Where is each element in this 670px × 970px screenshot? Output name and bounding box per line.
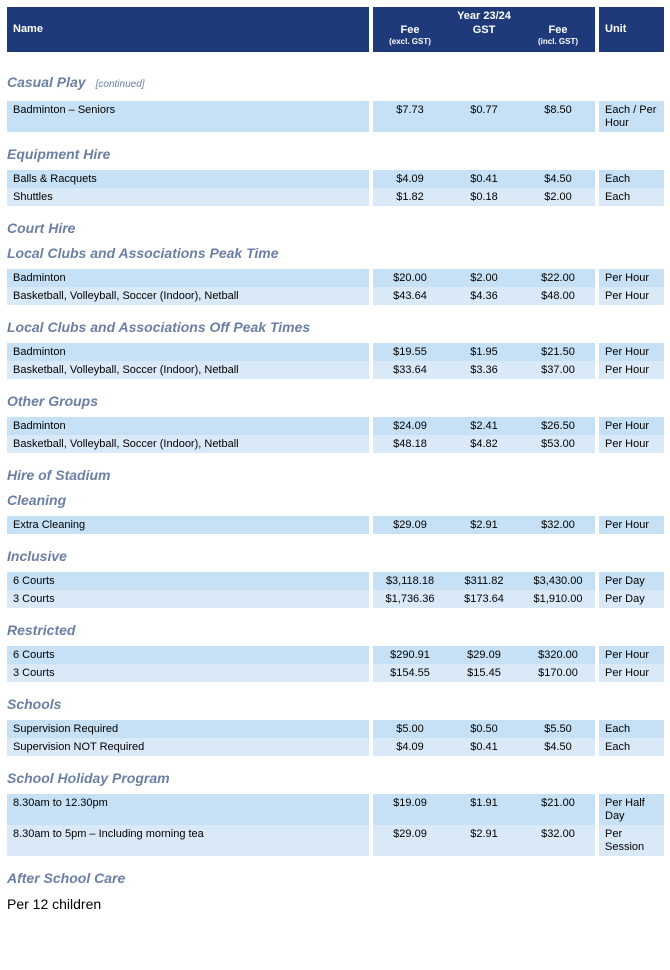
row-fee-excl-cell (373, 170, 447, 188)
row-gst-cell (447, 269, 521, 287)
row-gst: $29.09 (467, 649, 501, 661)
row-unit-cell (599, 287, 664, 305)
row-fee-incl-cell (521, 825, 595, 856)
row-fee-excl: $4.09 (396, 741, 424, 753)
table-row (7, 188, 664, 206)
row-fee-excl: $33.64 (393, 364, 427, 376)
section-title-text: Inclusive (7, 548, 67, 564)
row-unit-cell (599, 590, 664, 608)
row-gst: $0.77 (470, 104, 498, 116)
header-gst-label: GST (472, 24, 496, 36)
row-gst: $1.95 (470, 346, 498, 358)
row-fee-excl: $24.09 (393, 420, 427, 432)
table-row (7, 825, 664, 856)
row-name: Badminton (13, 420, 66, 432)
header-fee-incl (521, 24, 595, 48)
row-fee-incl: $32.00 (541, 828, 575, 840)
header-fee-incl-sub: (incl. GST) (538, 37, 578, 46)
header-fee-incl-label: Fee (548, 24, 568, 36)
row-fee-incl-cell (521, 101, 595, 132)
row-name: 8.30am to 5pm – Including morning tea (13, 828, 204, 840)
section-rows (7, 417, 664, 453)
row-gst-cell (447, 516, 521, 534)
row-fee-incl-cell (521, 170, 595, 188)
row-gst: $0.50 (470, 723, 498, 735)
section-note: [continued] (95, 79, 145, 90)
row-fee-excl-cell (373, 188, 447, 206)
row-name: Badminton – Seniors (13, 104, 116, 116)
row-fee-excl-cell (373, 417, 447, 435)
row-name-cell (7, 101, 369, 132)
row-name-cell (7, 646, 369, 664)
section-title (7, 393, 664, 409)
header-unit-cell (599, 7, 664, 52)
row-fee-incl: $22.00 (541, 272, 575, 284)
row-fee-excl-cell (373, 287, 447, 305)
row-gst-cell (447, 170, 521, 188)
row-fee-incl-cell (521, 287, 595, 305)
row-fee-excl: $1,736.36 (385, 593, 435, 605)
row-name-cell (7, 361, 369, 379)
row-unit: Each (605, 723, 631, 735)
table-row (7, 794, 664, 825)
row-gst-cell (447, 572, 521, 590)
fee-sections (7, 74, 664, 886)
row-gst-cell (447, 287, 521, 305)
header-year: Year 23/24 (457, 10, 511, 22)
section-title (7, 696, 664, 712)
row-fee-excl: $154.55 (390, 667, 430, 679)
row-fee-incl-cell (521, 646, 595, 664)
row-gst: $15.45 (467, 667, 501, 679)
row-fee-excl-cell (373, 361, 447, 379)
section-rows (7, 170, 664, 206)
row-fee-excl-cell (373, 435, 447, 453)
section-title (7, 146, 664, 162)
row-unit: Per Hour (605, 364, 650, 376)
row-fee-excl-cell (373, 516, 447, 534)
section-title-text: Other Groups (7, 393, 99, 409)
header-fee-excl-label: Fee (400, 24, 420, 36)
row-gst: $1.91 (470, 797, 498, 809)
row-name: Basketball, Volleyball, Soccer (Indoor), Netball (13, 438, 239, 450)
header-name-cell (7, 7, 369, 52)
row-name: Supervision NOT Required (13, 741, 145, 753)
row-unit-cell (599, 794, 664, 825)
row-fee-incl-cell (521, 417, 595, 435)
row-fee-excl: $29.09 (393, 519, 427, 531)
row-name: Extra Cleaning (13, 519, 86, 531)
row-fee-excl: $4.09 (396, 173, 424, 185)
table-row (7, 170, 664, 188)
row-fee-incl: $1,910.00 (533, 593, 583, 605)
row-fee-excl: $3,118.18 (385, 575, 435, 587)
row-gst-cell (447, 101, 521, 132)
row-gst: $2.00 (470, 272, 498, 284)
row-name: 8.30am to 12.30pm (13, 797, 108, 809)
row-gst-cell (447, 825, 521, 856)
row-name-cell (7, 720, 369, 738)
row-fee-incl-cell (521, 269, 595, 287)
table-row (7, 572, 664, 590)
row-fee-incl: $3,430.00 (533, 575, 583, 587)
row-fee-incl-cell (521, 188, 595, 206)
row-fee-incl: $170.00 (538, 667, 578, 679)
row-fee-incl-cell (521, 435, 595, 453)
header-year-cell (373, 7, 595, 52)
row-unit: Per Hour (605, 667, 650, 679)
row-fee-incl: $48.00 (541, 290, 575, 302)
row-fee-excl-cell (373, 101, 447, 132)
fee-schedule-page (7, 7, 664, 912)
table-row (7, 720, 664, 738)
row-name-cell (7, 664, 369, 682)
row-unit-cell (599, 101, 664, 132)
row-name-cell (7, 188, 369, 206)
row-gst: $2.91 (470, 519, 498, 531)
row-unit: Each (605, 173, 631, 185)
section-title-text: Local Clubs and Associations Off Peak Times (7, 319, 311, 335)
row-name: Supervision Required (13, 723, 119, 735)
row-name-cell (7, 287, 369, 305)
row-fee-excl-cell (373, 738, 447, 756)
row-fee-incl-cell (521, 343, 595, 361)
row-fee-excl: $48.18 (393, 438, 427, 450)
row-gst: $2.41 (470, 420, 498, 432)
section-title (7, 319, 664, 335)
row-unit-cell (599, 417, 664, 435)
section-rows (7, 101, 664, 132)
row-fee-excl: $19.55 (393, 346, 427, 358)
row-unit: Per Hour (605, 438, 650, 450)
table-row (7, 101, 664, 132)
row-gst-cell (447, 646, 521, 664)
section-title-text: Local Clubs and Associations Peak Time (7, 245, 279, 261)
row-fee-incl-cell (521, 738, 595, 756)
row-fee-excl-cell (373, 343, 447, 361)
row-unit-cell (599, 170, 664, 188)
table-row (7, 361, 664, 379)
row-fee-excl: $43.64 (393, 290, 427, 302)
row-unit: Per Half Day (605, 797, 645, 822)
row-name: Badminton (13, 346, 66, 358)
section-title-text: Equipment Hire (7, 146, 111, 162)
row-unit: Per Hour (605, 346, 650, 358)
table-row (7, 287, 664, 305)
row-fee-excl: $1.82 (396, 191, 424, 203)
section-title-text: After School Care (7, 870, 126, 886)
row-fee-incl: $2.00 (544, 191, 572, 203)
row-name: Shuttles (13, 191, 53, 203)
row-fee-incl: $4.50 (544, 173, 572, 185)
section-title (7, 770, 664, 786)
row-gst-cell (447, 435, 521, 453)
row-name-cell (7, 825, 369, 856)
table-row (7, 664, 664, 682)
row-name: 3 Courts (13, 667, 55, 679)
section-title (7, 220, 664, 236)
row-fee-incl: $21.50 (541, 346, 575, 358)
table-header (7, 7, 664, 52)
section-title-text: Court Hire (7, 220, 76, 236)
row-name: 3 Courts (13, 593, 55, 605)
row-fee-excl: $19.09 (393, 797, 427, 809)
row-gst-cell (447, 664, 521, 682)
section-title (7, 870, 664, 886)
section-title (7, 492, 664, 508)
row-fee-excl-cell (373, 572, 447, 590)
section-rows (7, 720, 664, 756)
section-title (7, 245, 664, 261)
row-unit-cell (599, 435, 664, 453)
row-unit: Per Day (605, 575, 645, 587)
row-fee-incl: $320.00 (538, 649, 578, 661)
section-title (7, 74, 664, 93)
row-gst: $0.41 (470, 173, 498, 185)
row-fee-excl: $29.09 (393, 828, 427, 840)
table-row (7, 417, 664, 435)
row-gst: $0.41 (470, 741, 498, 753)
row-fee-incl: $26.50 (541, 420, 575, 432)
section-title (7, 622, 664, 638)
row-unit-cell (599, 646, 664, 664)
row-gst: $0.18 (470, 191, 498, 203)
row-fee-incl: $37.00 (541, 364, 575, 376)
row-gst-cell (447, 417, 521, 435)
row-name-cell (7, 435, 369, 453)
section-title-text: Hire of Stadium (7, 467, 111, 483)
table-row (7, 590, 664, 608)
section-rows (7, 794, 664, 856)
row-fee-incl-cell (521, 794, 595, 825)
row-name-cell (7, 343, 369, 361)
row-unit: Per Hour (605, 519, 650, 531)
row-gst-cell (447, 361, 521, 379)
table-row (7, 343, 664, 361)
row-name: Basketball, Volleyball, Soccer (Indoor), Netball (13, 290, 239, 302)
row-fee-excl-cell (373, 825, 447, 856)
row-name: Basketball, Volleyball, Soccer (Indoor), Netball (13, 364, 239, 376)
table-row (7, 516, 664, 534)
row-fee-excl-cell (373, 720, 447, 738)
table-row (7, 646, 664, 664)
row-name-cell (7, 269, 369, 287)
row-fee-incl-cell (521, 572, 595, 590)
row-fee-excl-cell (373, 590, 447, 608)
header-unit: Unit (605, 23, 627, 35)
row-unit: Each (605, 741, 631, 753)
table-row (7, 269, 664, 287)
row-fee-incl: $32.00 (541, 519, 575, 531)
row-unit: Each (605, 191, 631, 203)
row-unit: Per Hour (605, 420, 650, 432)
section-rows (7, 516, 664, 534)
section-title-text: Schools (7, 696, 62, 712)
row-unit: Each / Per Hour (605, 104, 657, 129)
row-unit-cell (599, 516, 664, 534)
row-unit-cell (599, 572, 664, 590)
row-gst: $2.91 (470, 828, 498, 840)
row-fee-incl-cell (521, 720, 595, 738)
section-rows (7, 646, 664, 682)
row-fee-incl: $8.50 (544, 104, 572, 116)
row-unit-cell (599, 825, 664, 856)
row-unit: Per Session (605, 828, 645, 853)
row-gst-cell (447, 188, 521, 206)
row-name-cell (7, 738, 369, 756)
section-rows (7, 572, 664, 608)
row-unit-cell (599, 269, 664, 287)
row-unit-cell (599, 720, 664, 738)
row-gst: $311.82 (464, 575, 504, 587)
row-fee-incl-cell (521, 361, 595, 379)
section-rows (7, 343, 664, 379)
row-fee-excl-cell (373, 269, 447, 287)
row-unit: Per Hour (605, 272, 650, 284)
row-unit-cell (599, 343, 664, 361)
row-name-cell (7, 590, 369, 608)
header-gst (447, 24, 521, 36)
header-fee-excl-sub: (excl. GST) (389, 37, 431, 46)
section-title (7, 467, 664, 483)
row-fee-excl-cell (373, 794, 447, 825)
footer-note: Per 12 children (7, 896, 102, 912)
row-fee-incl: $4.50 (544, 741, 572, 753)
row-gst: $3.36 (470, 364, 498, 376)
row-gst-cell (447, 794, 521, 825)
row-fee-incl: $21.00 (541, 797, 575, 809)
table-row (7, 435, 664, 453)
row-unit: Per Hour (605, 649, 650, 661)
row-fee-incl: $53.00 (541, 438, 575, 450)
header-name: Name (13, 23, 43, 35)
row-fee-excl: $7.73 (396, 104, 424, 116)
row-unit-cell (599, 361, 664, 379)
row-unit-cell (599, 738, 664, 756)
row-name-cell (7, 516, 369, 534)
row-gst-cell (447, 343, 521, 361)
row-gst-cell (447, 738, 521, 756)
row-name-cell (7, 794, 369, 825)
row-name: Balls & Racquets (13, 173, 97, 185)
row-name-cell (7, 572, 369, 590)
section-title-text: Cleaning (7, 492, 67, 508)
row-name: 6 Courts (13, 575, 55, 587)
row-unit: Per Hour (605, 290, 650, 302)
row-name-cell (7, 417, 369, 435)
row-fee-excl-cell (373, 664, 447, 682)
section-title (7, 548, 664, 564)
section-title-text: Casual Play (7, 74, 86, 90)
row-fee-incl-cell (521, 590, 595, 608)
table-row (7, 738, 664, 756)
row-gst-cell (447, 590, 521, 608)
row-unit: Per Day (605, 593, 645, 605)
row-unit-cell (599, 664, 664, 682)
header-fee-excl (373, 24, 447, 48)
row-fee-excl: $290.91 (390, 649, 430, 661)
section-title-text: Restricted (7, 622, 76, 638)
row-gst-cell (447, 720, 521, 738)
row-fee-excl: $20.00 (393, 272, 427, 284)
section-rows (7, 269, 664, 305)
row-fee-excl: $5.00 (396, 723, 424, 735)
row-fee-incl-cell (521, 664, 595, 682)
section-title-text: School Holiday Program (7, 770, 170, 786)
row-gst: $173.64 (464, 593, 504, 605)
row-unit-cell (599, 188, 664, 206)
row-gst: $4.82 (470, 438, 498, 450)
row-name: 6 Courts (13, 649, 55, 661)
row-fee-incl-cell (521, 516, 595, 534)
row-fee-excl-cell (373, 646, 447, 664)
row-name-cell (7, 170, 369, 188)
row-gst: $4.36 (470, 290, 498, 302)
row-name: Badminton (13, 272, 66, 284)
row-fee-incl: $5.50 (544, 723, 572, 735)
